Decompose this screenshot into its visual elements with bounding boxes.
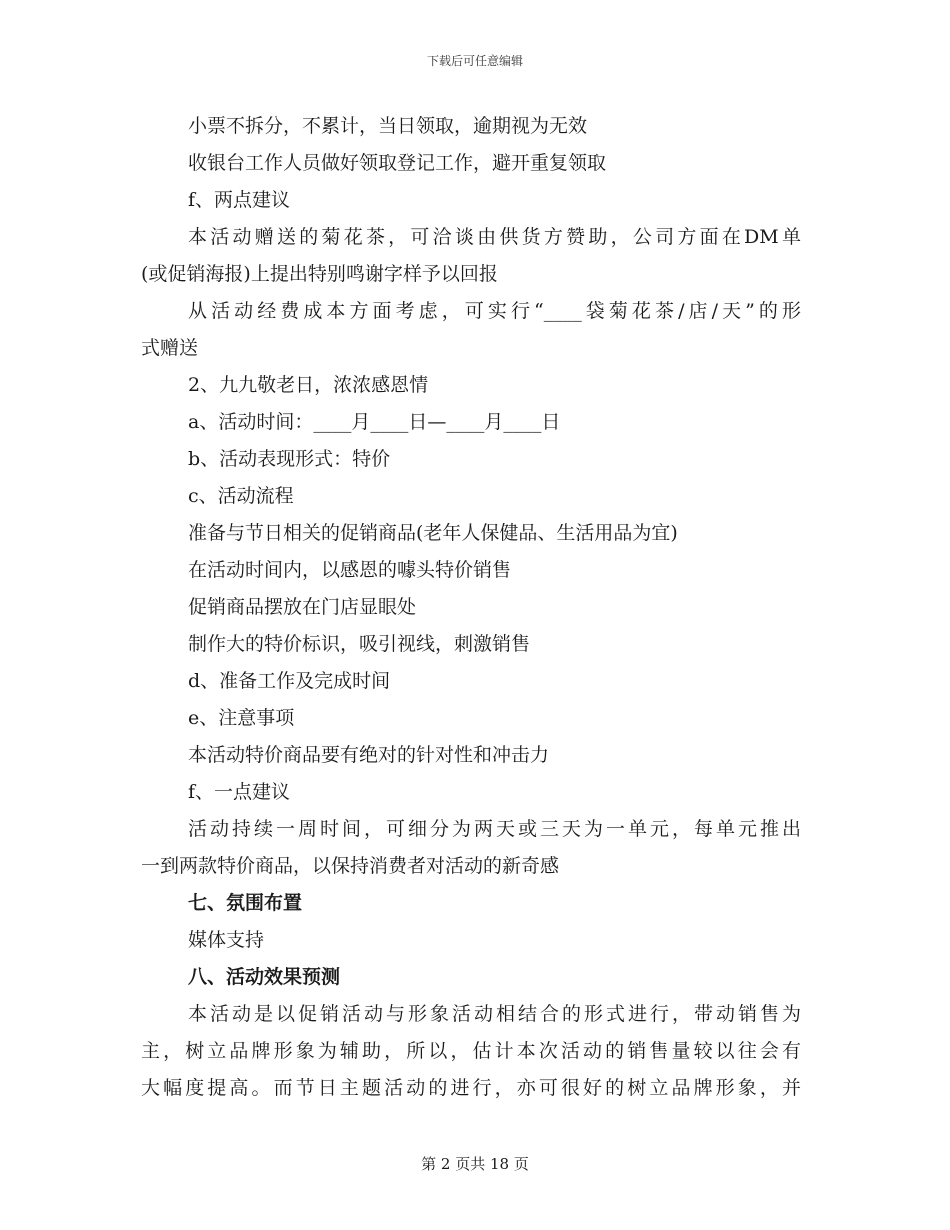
text-line: (或促销海报)上提出特别鸣谢字样予以回报 bbox=[141, 263, 498, 285]
text-line: 在活动时间内，以感恩的噱头特价销售 bbox=[188, 559, 512, 581]
text-line: 本活动是以促销活动与形象活动相结合的形式进行，带动销售为 bbox=[188, 1003, 801, 1025]
section-heading: 八、活动效果预测 bbox=[188, 966, 341, 988]
text-line: d、准备工作及完成时间 bbox=[188, 670, 391, 692]
text-line: 主，树立品牌形象为辅助，所以，估计本次活动的销售量较以往会有 bbox=[141, 1040, 801, 1062]
text-line: 制作大的特价标识，吸引视线，刺激销售 bbox=[188, 633, 531, 655]
text-line: 本活动赠送的菊花茶，可洽谈由供货方赞助，公司方面在DM单 bbox=[188, 226, 801, 248]
text-line: 媒体支持 bbox=[188, 929, 265, 951]
text-line: e、注意事项 bbox=[188, 707, 295, 729]
page-header: 下载后可任意编辑 bbox=[426, 54, 523, 68]
section-heading: 七、氛围布置 bbox=[188, 892, 303, 914]
text-line: 式赠送 bbox=[141, 337, 199, 359]
text-line: f、两点建议 bbox=[188, 189, 291, 211]
text-line: 2、九九敬老日，浓浓感恩情 bbox=[188, 374, 429, 396]
document-body bbox=[141, 108, 801, 1107]
page-footer: 第 2 页共 18 页 bbox=[421, 1155, 529, 1173]
text-line: 本活动特价商品要有绝对的针对性和冲击力 bbox=[188, 744, 550, 766]
text-line: a、活动时间：____月____日—____月____日 bbox=[188, 411, 561, 433]
text-line: 活动持续一周时间，可细分为两天或三天为一单元，每单元推出 bbox=[188, 818, 801, 840]
text-line: f、一点建议 bbox=[188, 781, 291, 803]
text-line: 一到两款特价商品，以保持消费者对活动的新奇感 bbox=[141, 855, 560, 877]
text-line: 收银台工作人员做好领取登记工作，避开重复领取 bbox=[188, 152, 607, 174]
text-line: c、活动流程 bbox=[188, 485, 294, 507]
text-line: b、活动表现形式：特价 bbox=[188, 448, 391, 470]
text-line: 从活动经费成本方面考虑，可实行“____袋菊花茶/店/天”的形 bbox=[188, 300, 801, 322]
text-line: 大幅度提高。而节日主题活动的进行，亦可很好的树立品牌形象，并 bbox=[141, 1077, 801, 1099]
text-line: 小票不拆分，不累计，当日领取，逾期视为无效 bbox=[188, 115, 588, 137]
text-line: 促销商品摆放在门店显眼处 bbox=[188, 596, 417, 618]
text-line: 准备与节日相关的促销商品(老年人保健品、生活用品为宜) bbox=[188, 522, 678, 544]
